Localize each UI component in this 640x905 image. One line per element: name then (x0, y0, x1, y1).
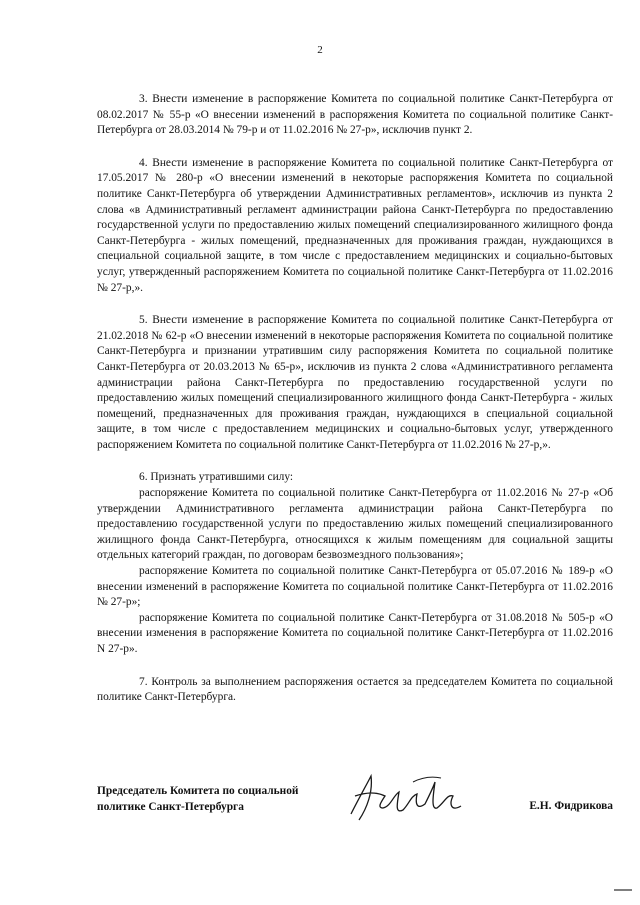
paragraph-4: 4. Внести изменение в распоряжение Комитета по социальной политике Санкт-Петербурга от 17.05.2017 № 280-р «О внесении изменений в некоторые распоряжения Комитета по социальной политике Санкт-Петербурга об утверждении Административных регламентов», исключив из пункта 2 слова «в Административный регламент администрации района Санкт-Петербурга по предоставлению государственной услуги по предоставлению жилых помещений специализированного жилищного фонда Санкт-Петербурга - жилых помещений, предназначенных для проживания граждан, нуждающихся в специальной социальной защите, в том числе с предоставлением медицинских и социально-бытовых услуг, утвержденный распоряжением Комитета по социальной политике Санкт-Петербурга от 11.02.2016 № 27-р,». (97, 156, 613, 294)
paragraph-6 (97, 470, 613, 657)
document-body (97, 92, 613, 723)
paragraph-5: 5. Внести изменение в распоряжение Комитета по социальной политике Санкт-Петербурга от 21.02.2018 № 62-р «О внесении изменений в некоторые распоряжения Комитета по социальной политике Санкт-Петербурга и признании утратившим силу распоряжения Комитета по социальной политике Санкт-Петербурга от 20.03.2013 № 65-р», исключив из пункта 2 слова «Административного регламента администрации района Санкт-Петербурга по предоставлению государственной услуги по предоставлению жилых помещений специализированного жилищного фонда Санкт-Петербурга - жилых помещений, предназначенных для проживания граждан, нуждающихся в специальной социальной защите, в том числе с предоставлением медицинских и социально-бытовых услуг, утвержденного распоряжением Комитета по социальной политике Санкт-Петербурга от 11.02.2016 № 27-р,». (97, 314, 613, 451)
paragraph-6-item: распоряжение Комитета по социальной политике Санкт-Петербурга от 31.08.2018 № 505-р «О внесении изменения в распоряжение Комитета по социальной политике Санкт-Петербурга от 11.02.2016 N 27-р». (97, 611, 613, 655)
paragraph-3: 3. Внести изменение в распоряжение Комитета по социальной политике Санкт-Петербурга от 08.02.2017 № 55-р «О внесении изменений в распоряжения Комитета по социальной политике Санкт-Петербурга от 28.03.2014 № 79-р и от 11.02.2016 № 27-р», исключив пункт 2. (97, 93, 613, 137)
signature-block (97, 784, 613, 854)
signer-name: Е.Н. Фидрикова (529, 800, 613, 812)
handwritten-signature (337, 762, 477, 832)
page-number: 2 (317, 44, 323, 56)
signer-title: Председатель Комитета по социальной политике Санкт-Петербурга (97, 785, 299, 813)
paragraph-6-heading: 6. Признать утратившими силу: (139, 471, 294, 484)
paragraph-6-item: распоряжение Комитета по социальной политике Санкт-Петербурга от 11.02.2016 № 27-р «Об утверждении Административного регламента администрации района Санкт-Петербурга по предоставлению государственной услуги по предоставлению жилых помещений специализированного жилищного фонда Санкт-Петербурга, относящихся к жилым помещениям для социальной защиты отдельных категорий граждан, по договорам безвозмездного пользования»; (97, 487, 613, 562)
paragraph-6-item: распоряжение Комитета по социальной политике Санкт-Петербурга от 05.07.2016 № 189-р «О внесении изменений в распоряжение Комитета по социальной политике Санкт-Петербурга от 11.02.2016 № 27-р»; (97, 565, 613, 609)
paragraph-7: 7. Контроль за выполнением распоряжения остается за председателем Комитета по социальной политике Санкт-Петербурга. (97, 675, 613, 704)
scan-mark (614, 887, 632, 893)
